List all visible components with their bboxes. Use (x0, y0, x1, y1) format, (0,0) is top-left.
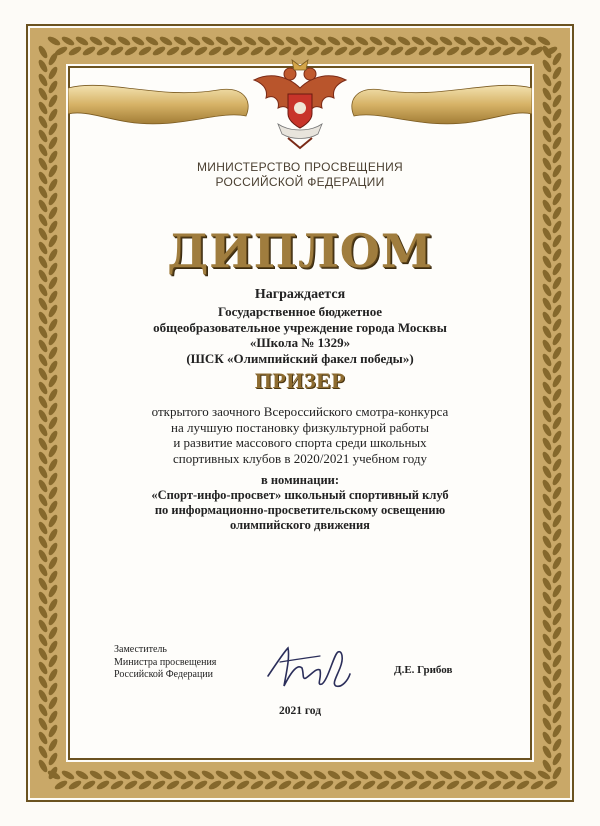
contest-line: спортивных клубов в 2020/2021 учебном году (172, 450, 427, 466)
document-year: 2021 год (278, 705, 322, 717)
organization-line: «Школа № 1329» (249, 335, 351, 350)
signatory-title-line: Заместитель (114, 644, 167, 655)
contest-line: открытого заочного Всероссийского смотра-конкурса (151, 404, 449, 419)
signatory-title-line: Российской Федерации (114, 669, 214, 680)
double-headed-eagle-emblem-icon (248, 58, 352, 150)
organization-line: Государственное бюджетное (217, 304, 383, 319)
diploma-title: ДИПЛОМ (167, 224, 433, 278)
ministry-name (150, 160, 450, 190)
awarded-heading: Награждается (254, 287, 346, 302)
nomination-line: по информационно-просветительскому освещению (154, 503, 446, 517)
ministry-line: МИНИСТЕРСТВО ПРОСВЕЩЕНИЯ (196, 160, 404, 174)
nomination-heading: в номинации: (260, 473, 340, 487)
nomination-line: «Спорт-инфо-просвет» школьный спортивный клуб (151, 488, 449, 502)
nomination-line: олимпийского движения (230, 518, 370, 532)
rank-title: ПРИЗЕР (254, 368, 346, 393)
contest-line: на лучшую постановку физкультурной работы (171, 419, 429, 435)
organization-name (100, 304, 500, 366)
signatory-title (114, 644, 254, 682)
signatory-name: Д.Е. Грибов (394, 664, 453, 676)
nomination-text (100, 488, 500, 533)
signatory-title-line: Министра просвещения (114, 656, 217, 668)
signature-icon (262, 634, 354, 696)
contest-line: и развитие массового спорта среди школьных (173, 435, 427, 450)
contest-description (100, 404, 500, 466)
organization-line: (ШСК «Олимпийский факел победы») (186, 350, 414, 366)
organization-line: общеобразовательное учреждение города Москвы (153, 319, 447, 335)
ministry-line: РОССИЙСКОЙ ФЕДЕРАЦИИ (215, 175, 385, 189)
